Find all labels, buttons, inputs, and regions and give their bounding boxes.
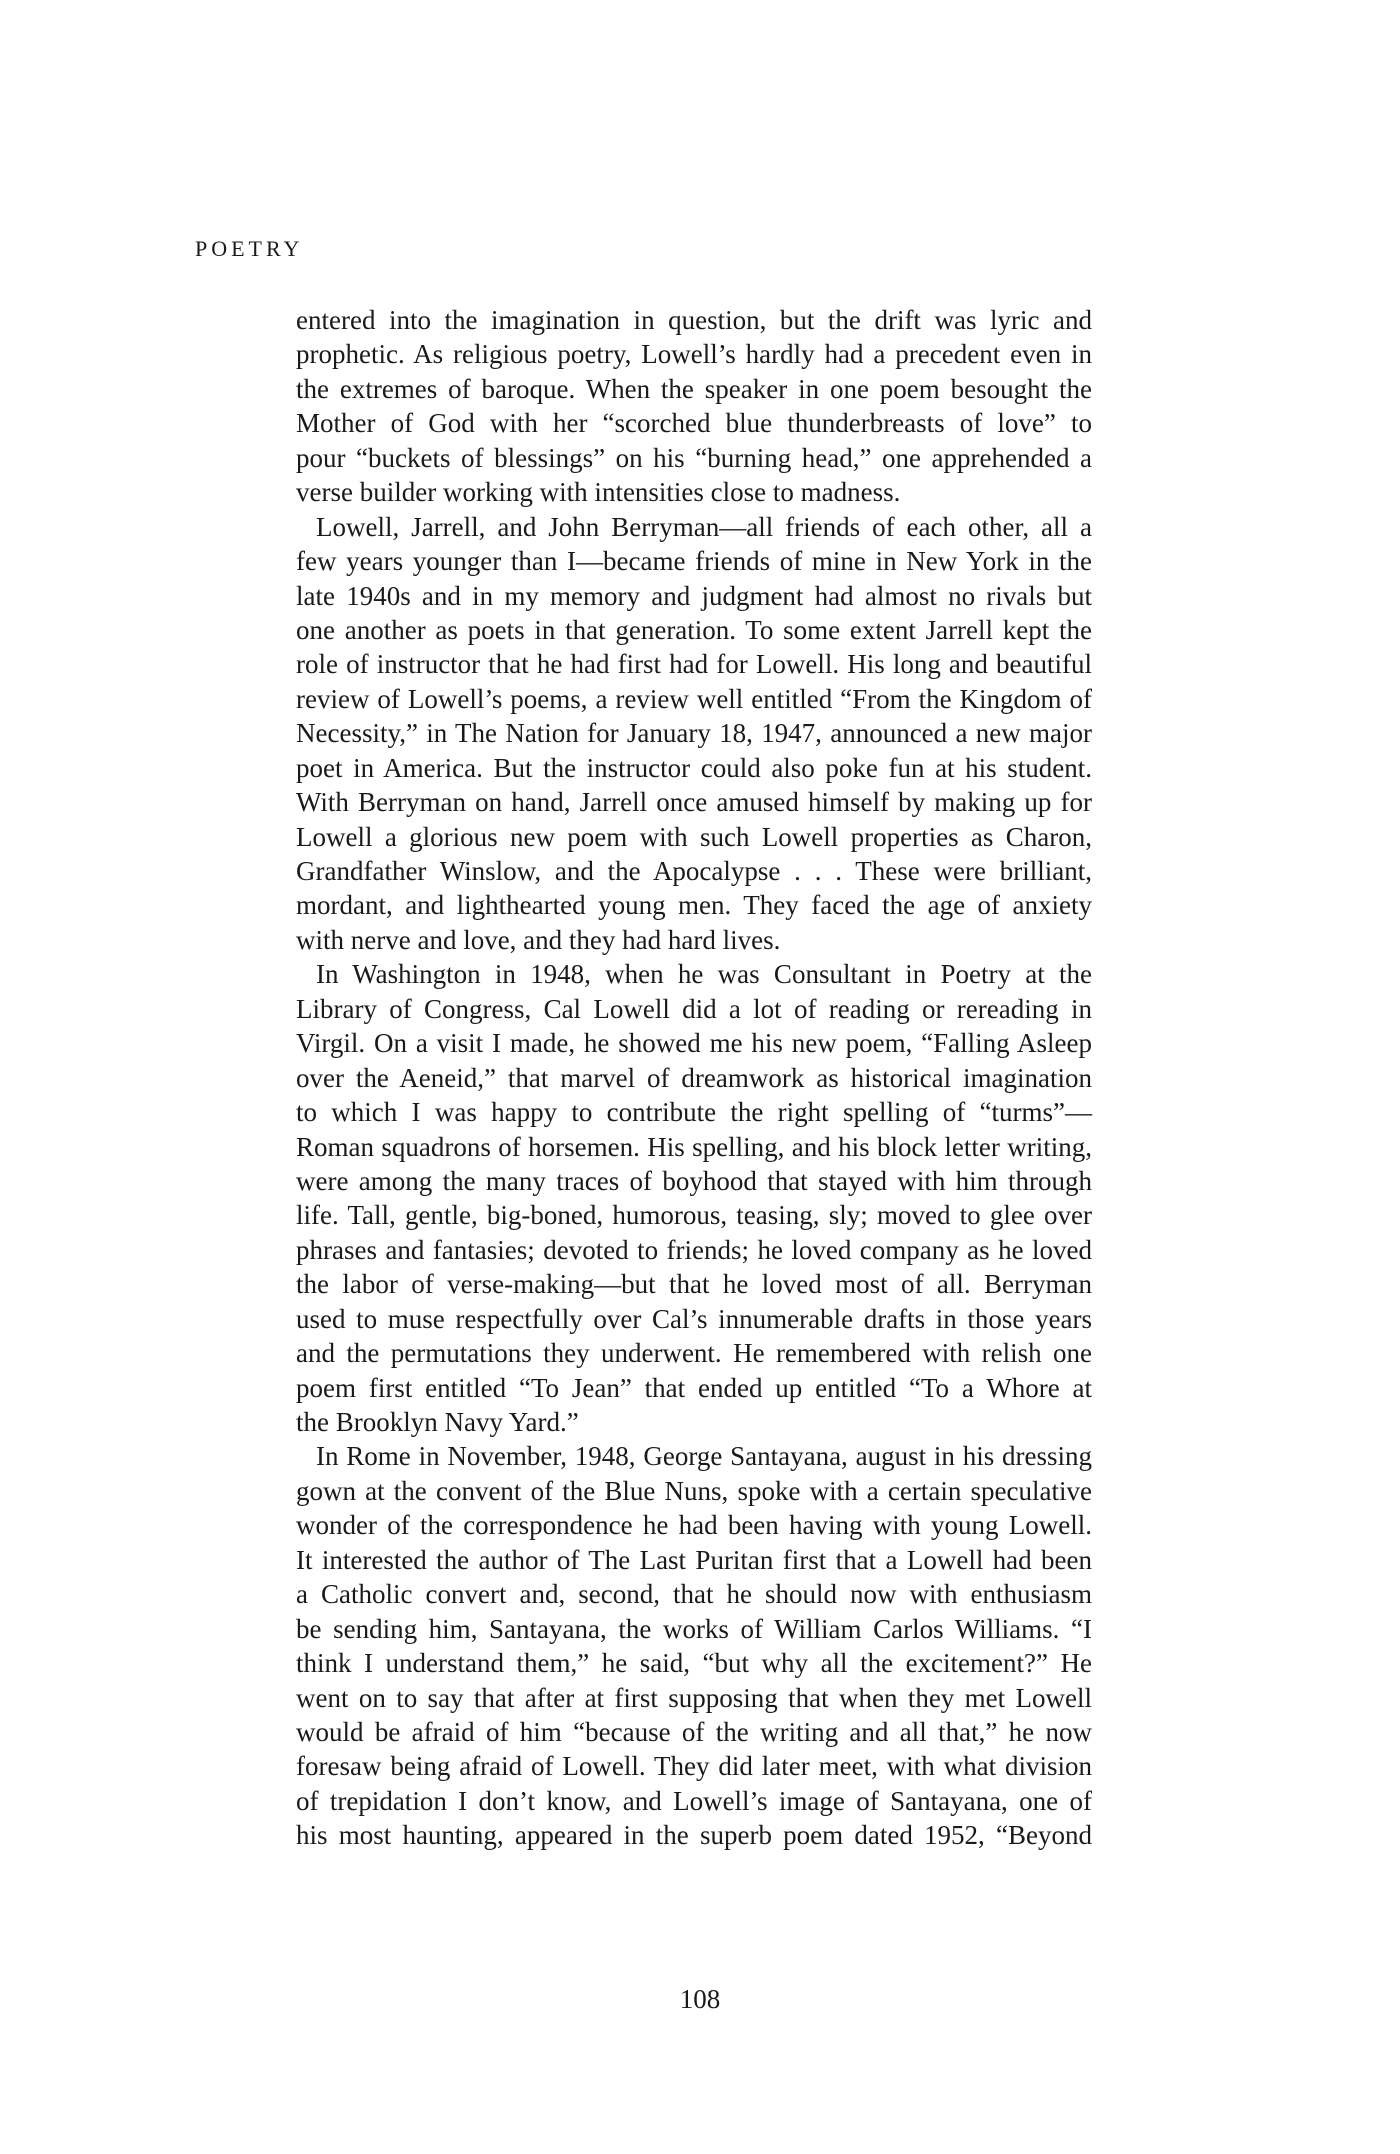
text-line: In Washington in 1948, when he was Consultant in Poetry at the [316,959,1092,990]
text-line: used to muse respectfully over Cal’s innumerable drafts in those years [296,1303,1092,1334]
text-line: phrases and fantasies; devoted to friends; he loved company as he loved [296,1234,1092,1265]
text-line: his most haunting, appeared in the superb poem dated 1952, “Beyond [296,1820,1092,1851]
text-line: role of instructor that he had first had for Lowell. His long and beautiful [296,649,1092,680]
text-line: Virgil. On a visit I made, he showed me his new poem, “Falling Asleep [296,1028,1092,1059]
text-line: Library of Congress, Cal Lowell did a lot of reading or rereading in [296,993,1092,1024]
text-line: the extremes of baroque. When the speaker in one poem besought the [296,373,1092,404]
text-line: late 1940s and in my memory and judgment had almost no rivals but [296,580,1092,611]
text-line: pour “buckets of blessings” on his “burning head,” one apprehended a [296,442,1092,473]
text-line: mordant, and lighthearted young men. They faced the age of anxiety [296,890,1092,921]
text-line: Lowell, Jarrell, and John Berryman—all friends of each other, all a [316,511,1092,542]
text-line: With Berryman on hand, Jarrell once amused himself by making up for [296,787,1092,818]
text-line: few years younger than I—became friends of mine in New York in the [296,546,1092,577]
text-line: Lowell a glorious new poem with such Lowell properties as Charon, [296,821,1092,852]
text-line: review of Lowell’s poems, a review well entitled “From the Kingdom of [296,683,1092,714]
text-line: life. Tall, gentle, big-boned, humorous, teasing, sly; moved to glee over [296,1200,1092,1231]
text-line: went on to say that after at first supposing that when they met Lowell [296,1682,1092,1713]
text-line: Necessity,” in The Nation for January 18, 1947, announced a new major [296,718,1092,749]
page-number: 108 [679,1984,721,2014]
text-line: poet in America. But the instructor could also poke fun at his student. [296,752,1092,783]
text-line: would be afraid of him “because of the writing and all that,” he now [296,1716,1092,1747]
text-line: to which I was happy to contribute the right spelling of “turms”— [296,1097,1092,1128]
text-line: entered into the imagination in question, but the drift was lyric and [296,305,1092,335]
body-text [296,303,1092,1853]
text-line: In Rome in November, 1948, George Santayana, august in his dressing [316,1441,1092,1472]
text-line: gown at the convent of the Blue Nuns, spoke with a certain speculative [296,1475,1092,1506]
text-line: the Brooklyn Navy Yard.” [296,1407,579,1437]
text-line: verse builder working with intensities close to madness. [296,477,901,508]
text-line: be sending him, Santayana, the works of William Carlos Williams. “I [296,1613,1092,1644]
text-line: Roman squadrons of horsemen. His spelling, and his block letter writing, [296,1131,1092,1162]
text-line: foresaw being afraid of Lowell. They did later meet, with what division [296,1751,1092,1782]
text-line: prophetic. As religious poetry, Lowell’s hardly had a precedent even in [296,339,1092,370]
text-line: and the permutations they underwent. He remembered with relish one [296,1338,1092,1369]
text-line: of trepidation I don’t know, and Lowell’s image of Santayana, one of [296,1785,1092,1816]
running-head: POETRY [195,236,304,261]
text-line: wonder of the correspondence he had been having with young Lowell. [296,1510,1092,1541]
text-line: one another as poets in that generation. To some extent Jarrell kept the [296,614,1092,645]
text-line: were among the many traces of boyhood that stayed with him through [296,1165,1092,1196]
text-line: the labor of verse-making—but that he loved most of all. Berryman [296,1269,1092,1300]
text-line: with nerve and love, and they had hard lives. [296,924,781,955]
text-line: Grandfather Winslow, and the Apocalypse . . . These were brilliant, [296,856,1092,886]
text-line: a Catholic convert and, second, that he should now with enthusiasm [296,1579,1092,1610]
text-line: Mother of God with her “scorched blue thunderbreasts of love” to [296,408,1092,439]
text-line: think I understand them,” he said, “but why all the excitement?” He [296,1648,1092,1679]
text-line: It interested the author of The Last Puritan first that a Lowell had been [296,1544,1092,1575]
text-line: poem first entitled “To Jean” that ended up entitled “To a Whore at [296,1372,1092,1403]
text-line: over the Aeneid,” that marvel of dreamwork as historical imagination [296,1062,1092,1093]
